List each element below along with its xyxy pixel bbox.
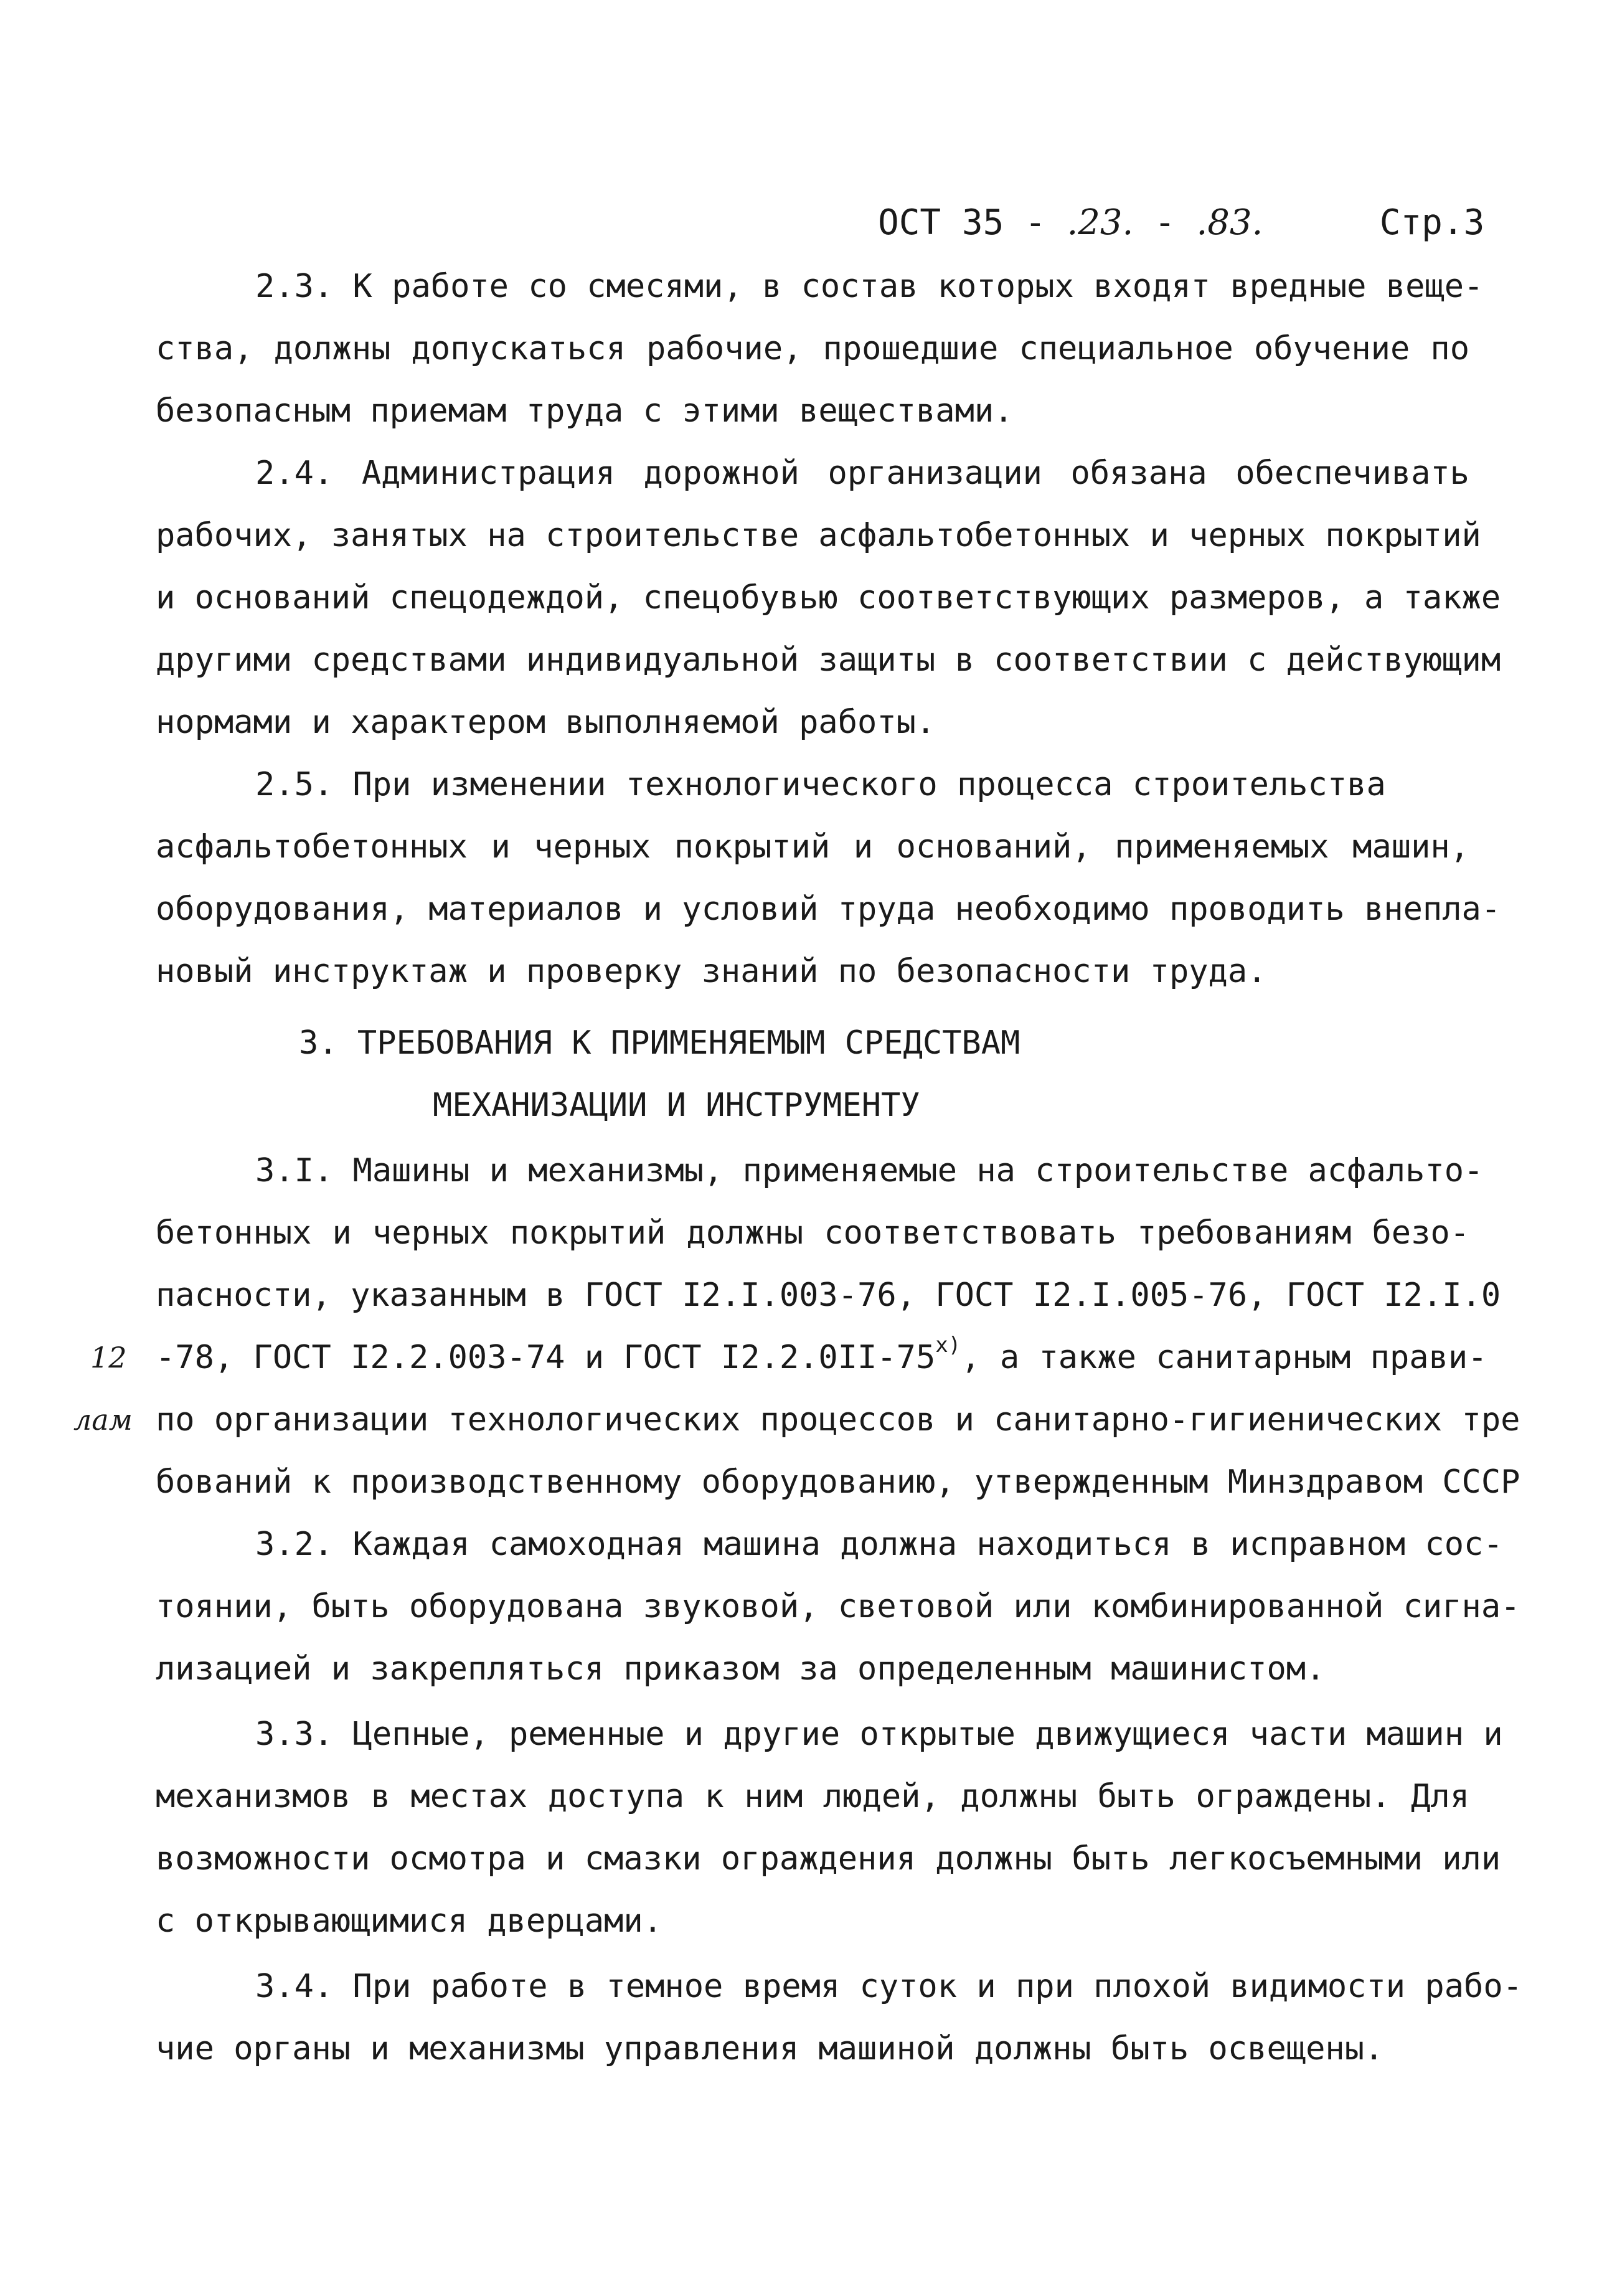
text-line: 3.2. Каждая самоходная машина должна находиться в исправном сос- (255, 1526, 1503, 1563)
text-line: нормами и характером выполняемой работы. (156, 704, 936, 741)
text-line: оборудования, материалов и условий труда необходимо проводить внепла- (156, 891, 1501, 928)
text-line: 3.I. Машины и механизмы, применяемые на строительстве асфальто- (255, 1152, 1484, 1189)
text-line: и оснований спецодеждой, спецобувью соответствующих размеров, а также (156, 579, 1501, 617)
text-line: 2.3. К работе со смесями, в состав которых входят вредные веще- (255, 268, 1484, 305)
doc-number-handwritten: .23. (1067, 202, 1134, 243)
margin-handwritten-note: лам (73, 1403, 133, 1437)
doc-prefix: ОСТ 35 - (878, 202, 1046, 243)
margin-handwritten-note: 12 (90, 1341, 127, 1374)
text-line: с открывающимися дверцами. (156, 1902, 662, 1940)
text-line: лизацией и закрепляться приказом за определенным машинистом. (156, 1650, 1326, 1688)
text-line: возможности осмотра и смазки ограждения должны быть легкосъемными или (156, 1840, 1501, 1878)
text-line: тоянии, быть оборудована звуковой, световой или комбинированной сигна- (156, 1588, 1520, 1625)
text-line: 2.4. Администрация дорожной организации обязана обеспечивать (255, 455, 1469, 492)
text-line: новый инструктаж и проверку знаний по безопасности труда. (156, 953, 1267, 990)
text-line: чие органы и механизмы управления машиной должны быть освещены. (156, 2030, 1384, 2067)
text-line: бетонных и черных покрытий должны соответствовать требованиям безо- (156, 1214, 1469, 1252)
text-fragment: -78, ГОСТ I2.2.003-74 и ГОСТ I2.2.0II-75 (156, 1339, 936, 1376)
section-heading: МЕХАНИЗАЦИИ И ИНСТРУМЕНТУ (433, 1087, 920, 1124)
text-line: другими средствами индивидуальной защиты в соответствии с действующим (156, 641, 1501, 679)
text-line: рабочих, занятых на строительстве асфальтобетонных и черных покрытий (156, 517, 1481, 554)
text-line: по организации технологических процессов и санитарно-гигиенических тре (156, 1401, 1520, 1439)
text-line (156, 1333, 1487, 1382)
section-heading: 3. ТРЕБОВАНИЯ К ПРИМЕНЯЕМЫМ СРЕДСТВАМ (299, 1024, 1020, 1062)
text-fragment: , а также санитарным прави- (961, 1339, 1487, 1376)
text-line: ства, должны допускаться рабочие, прошедшие специальное обучение по (156, 330, 1469, 367)
text-line: асфальтобетонных и черных покрытий и оснований, применяемых машин, (156, 828, 1469, 866)
text-line: пасности, указанным в ГОСТ I2.I.003-76, ГОСТ I2.I.005-76, ГОСТ I2.I.0 (156, 1277, 1501, 1314)
page-header (878, 198, 1485, 248)
text-line: бований к производственному оборудованию, утвержденным Минздравом СССР (156, 1463, 1520, 1501)
text-line: 3.4. При работе в темное время суток и при плохой видимости рабо- (255, 1968, 1522, 2005)
text-line: 2.5. При изменении технологического процесса строительства (255, 766, 1386, 803)
text-line: механизмов в местах доступа к ним людей, должны быть ограждены. Для (156, 1778, 1469, 1815)
page-number: Стр.3 (1379, 202, 1485, 243)
text-line: 3.3. Цепные, ременные и другие открытые движущиеся части машин и (255, 1716, 1503, 1753)
footnote-marker: x) (935, 1333, 961, 1358)
doc-separator: - (1154, 202, 1176, 243)
doc-year-handwritten: .83. (1196, 202, 1263, 243)
text-line: безопасным приемам труда с этими веществами. (156, 392, 1014, 430)
